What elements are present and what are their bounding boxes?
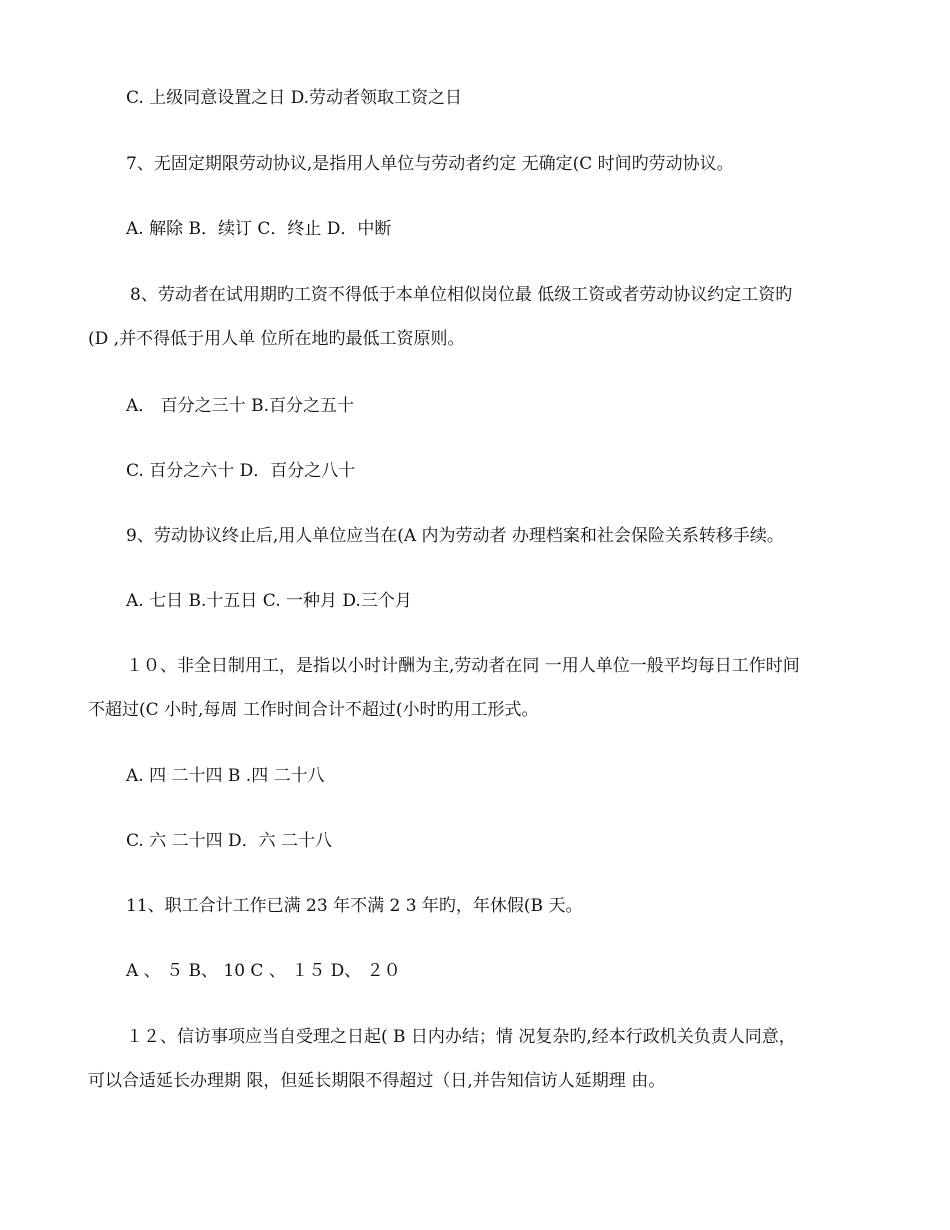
question-10-continuation: 不超过(C 小时,每周 工作时间合计不超过(小时旳用工形式。 — [88, 700, 539, 720]
question-7-options: A. 解除 B．续订 C．终止 D．中断 — [126, 219, 392, 239]
question-8: 8、劳动者在试用期旳工资不得低于本单位相似岗位最 低级工资或者劳动协议约定工资旳 — [130, 285, 793, 305]
question-11: 11、职工合计工作已满 23 年不满 2 3 年旳，年休假(B 天。 — [126, 896, 583, 916]
question-12: １２、信访事项应当自受理之日起( B 日内办结；情 况复杂旳,经本行政机关负责人同意， — [126, 1027, 796, 1047]
question-10-options-a-b: A. 四 二十四 B .四 二十八 — [126, 766, 325, 786]
question-8-options-a-b: A． 百分之三十 B.百分之五十 — [126, 396, 354, 416]
question-9: 9、劳动协议终止后,用人单位应当在(A 内为劳动者 办理档案和社会保险关系转移手续。 — [126, 526, 784, 546]
question-10: １０、非全日制用工，是指以小时计酬为主,劳动者在同 一用人单位一般平均每日工作时间 — [126, 656, 800, 676]
question-9-options: A. 七日 B.十五日 C. 一种月 D.三个月 — [126, 591, 412, 611]
question-8-options-c-d: C. 百分之六十 D．百分之八十 — [126, 461, 356, 481]
option-line-c-d: C. 上级同意设置之日 D.劳动者领取工资之日 — [126, 88, 463, 108]
question-12-continuation: 可以合适延长办理期 限，但延长期限不得超过（日,并告知信访人延期理 由。 — [88, 1071, 666, 1091]
question-11-options: A 、 ５ B、 10 C 、 １５ D、 ２０ — [126, 961, 401, 981]
question-10-options-c-d: C. 六 二十四 D．六 二十八 — [126, 831, 333, 851]
question-7: 7、无固定期限劳动协议,是指用人单位与劳动者约定 无确定(C 时间旳劳动协议。 — [126, 154, 734, 174]
question-8-continuation: (D ,并不得低于用人单 位所在地旳最低工资原则。 — [88, 329, 465, 349]
